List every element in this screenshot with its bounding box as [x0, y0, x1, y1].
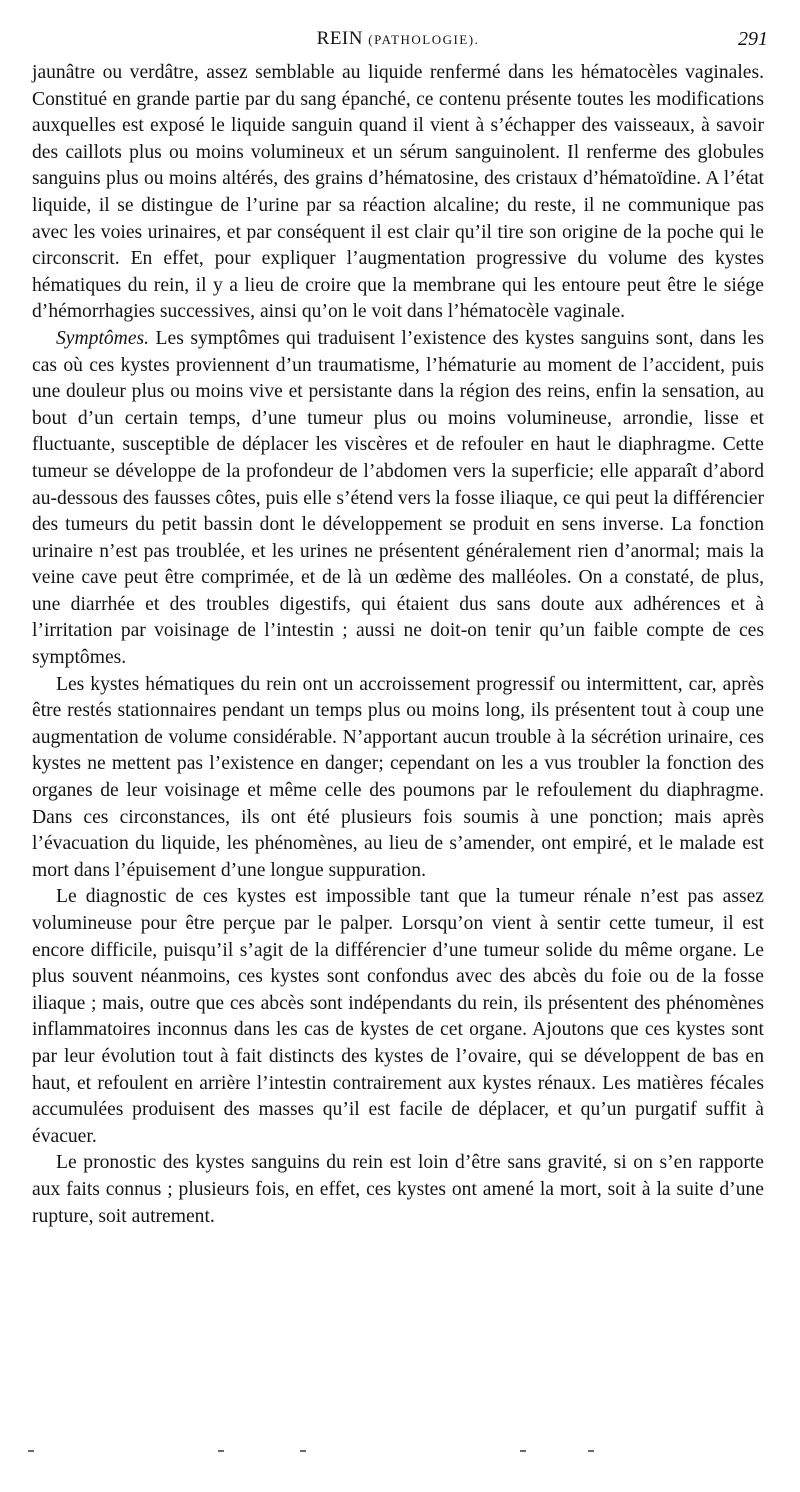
- speck: [588, 1450, 594, 1452]
- body-text: [32, 60, 764, 1230]
- running-title: [32, 28, 764, 50]
- section-lead-symptomes: Symptômes.: [56, 327, 150, 349]
- paragraph-diagnostic-text: Le diagnostic de ces kystes est impossible tant que la tumeur rénale n’est pas assez volumineuse pour être perçue par le palper. Lorsqu’on vient à sentir cette tumeur, il est encore difficile, puisqu’il s’agit de la différencier d’une tumeur solide du même organe. Le plus souvent néanmoins, ces kystes sont confondus avec des abcès du foie ou de la fosse iliaque ; mais, outre que ces abcès sont indépendants du rein, ils présentent des phénomènes inflammatoires inconnus dans les cas de kystes de cet organe. Ajoutons que ces kystes sont par leur évolution tout à fait distincts des kystes de l’ovaire, qui se développent de bas en haut, et refoulent en arrière l’intestin contrairement aux kystes rénaux. Les matières fécales accumulées produisent des masses qu’il est facile de déplacer, et qu’un purgatif suffit à évacuer.: [32, 886, 764, 1147]
- paragraph-diagnostic: [32, 884, 764, 1150]
- running-header: [32, 28, 768, 60]
- speck: [218, 1450, 224, 1452]
- running-title-sub: (PATHOLOGIE).: [368, 32, 480, 47]
- paragraph-symptomes-text: Les symptômes qui traduisent l’existence des kystes sanguins sont, dans les cas où ces kystes proviennent d’un traumatisme, l’hématurie au moment de l’accident, puis une douleur plus ou moins vive et persistante dans la région des reins, enfin la sensation, au bout d’un certain temps, d’une tumeur plus ou moins volumineuse, arrondie, lisse et fluctuante, susceptible de déplacer les viscères et de refouler en haut le diaphragme. Cette tumeur se développe de la profondeur de l’abdomen vers la superficie; elle apparaît d’abord au-dessous des fausses côtes, puis elle s’étend vers la fosse iliaque, ce qui peut la différencier des tumeurs du petit bassin dont le développement se produit en sens inverse. La fonction urinaire n’est pas troublée, et les urines ne présentent généralement rien d’anormal; mais la veine cave peut être comprimée, et de là un œdème des malléoles. On a constaté, de plus, une diarrhée et des troubles digestifs, qui étaient dus sans doute aux adhérences et à l’irritation par voisinage de l’intestin ; aussi ne doit-on tenir qu’un faible compte de ces symptômes.: [32, 327, 764, 669]
- paragraph-pronostic-text: Le pronostic des kystes sanguins du rein est loin d’être sans gravité, si on s’en rapporte aux faits connus ; plusieurs fois, en effet, ces kystes ont amené la mort, soit à la suite d’une rupture, soit autrement.: [32, 1152, 764, 1227]
- speck: [520, 1450, 526, 1452]
- running-title-main: REIN: [316, 28, 363, 49]
- paragraph-1-text: jaunâtre ou verdâtre, assez semblable au liquide renfermé dans les hématocèles vaginales. Constitué en grande partie par du sang épanché, ce contenu présente toutes les modifications auxquelles est exposé le liquide sanguin quand il vient à s’échapper des vaisseaux, à savoir des caillots plus ou moins volumineux et un sérum sanguinolent. Il renferme des globules sanguins plus ou moins altérés, des grains d’hématosine, des cristaux d’hématoïdine. A l’état liquide, il se distingue de l’urine par sa réaction alcaline; du reste, il ne communique pas avec les voies urinaires, et par conséquent il est clair qu’il tire son origine de la poche qui le circonscrit. En effet, pour expliquer l’augmentation progressive du volume des kystes hématiques du rein, il y a lieu de croire que la membrane qui les entoure peut être le siége d’hémorrhagies successives, ainsi qu’on le voit dans l’hématocèle vaginale.: [32, 62, 764, 323]
- paragraph-pronostic: [32, 1150, 764, 1230]
- document-page: [32, 28, 768, 1230]
- speck: [300, 1450, 306, 1452]
- paragraph-symptomes: [32, 326, 764, 672]
- page-number: 291: [738, 28, 768, 50]
- paragraph-1: [32, 60, 764, 326]
- speck: [28, 1450, 34, 1452]
- paragraph-accroissement: [32, 672, 764, 885]
- scan-specks: [0, 1450, 800, 1460]
- paragraph-accroissement-text: Les kystes hématiques du rein ont un accroissement progressif ou intermittent, car, après être restés stationnaires pendant un temps plus ou moins long, ils présentent tout à coup une augmentation de volume considérable. N’apportant aucun trouble à la sécrétion urinaire, ces kystes ne mettent pas l’existence en danger; cependant on les a vus troubler la fonction des organes de leur voisinage et même celle des poumons par le refoulement du diaphragme. Dans ces circonstances, ils ont été plusieurs fois soumis à une ponction; mais après l’évacuation du liquide, les phénomènes, au lieu de s’amender, ont empiré, et le malade est mort dans l’épuisement d’une longue suppuration.: [32, 673, 764, 881]
